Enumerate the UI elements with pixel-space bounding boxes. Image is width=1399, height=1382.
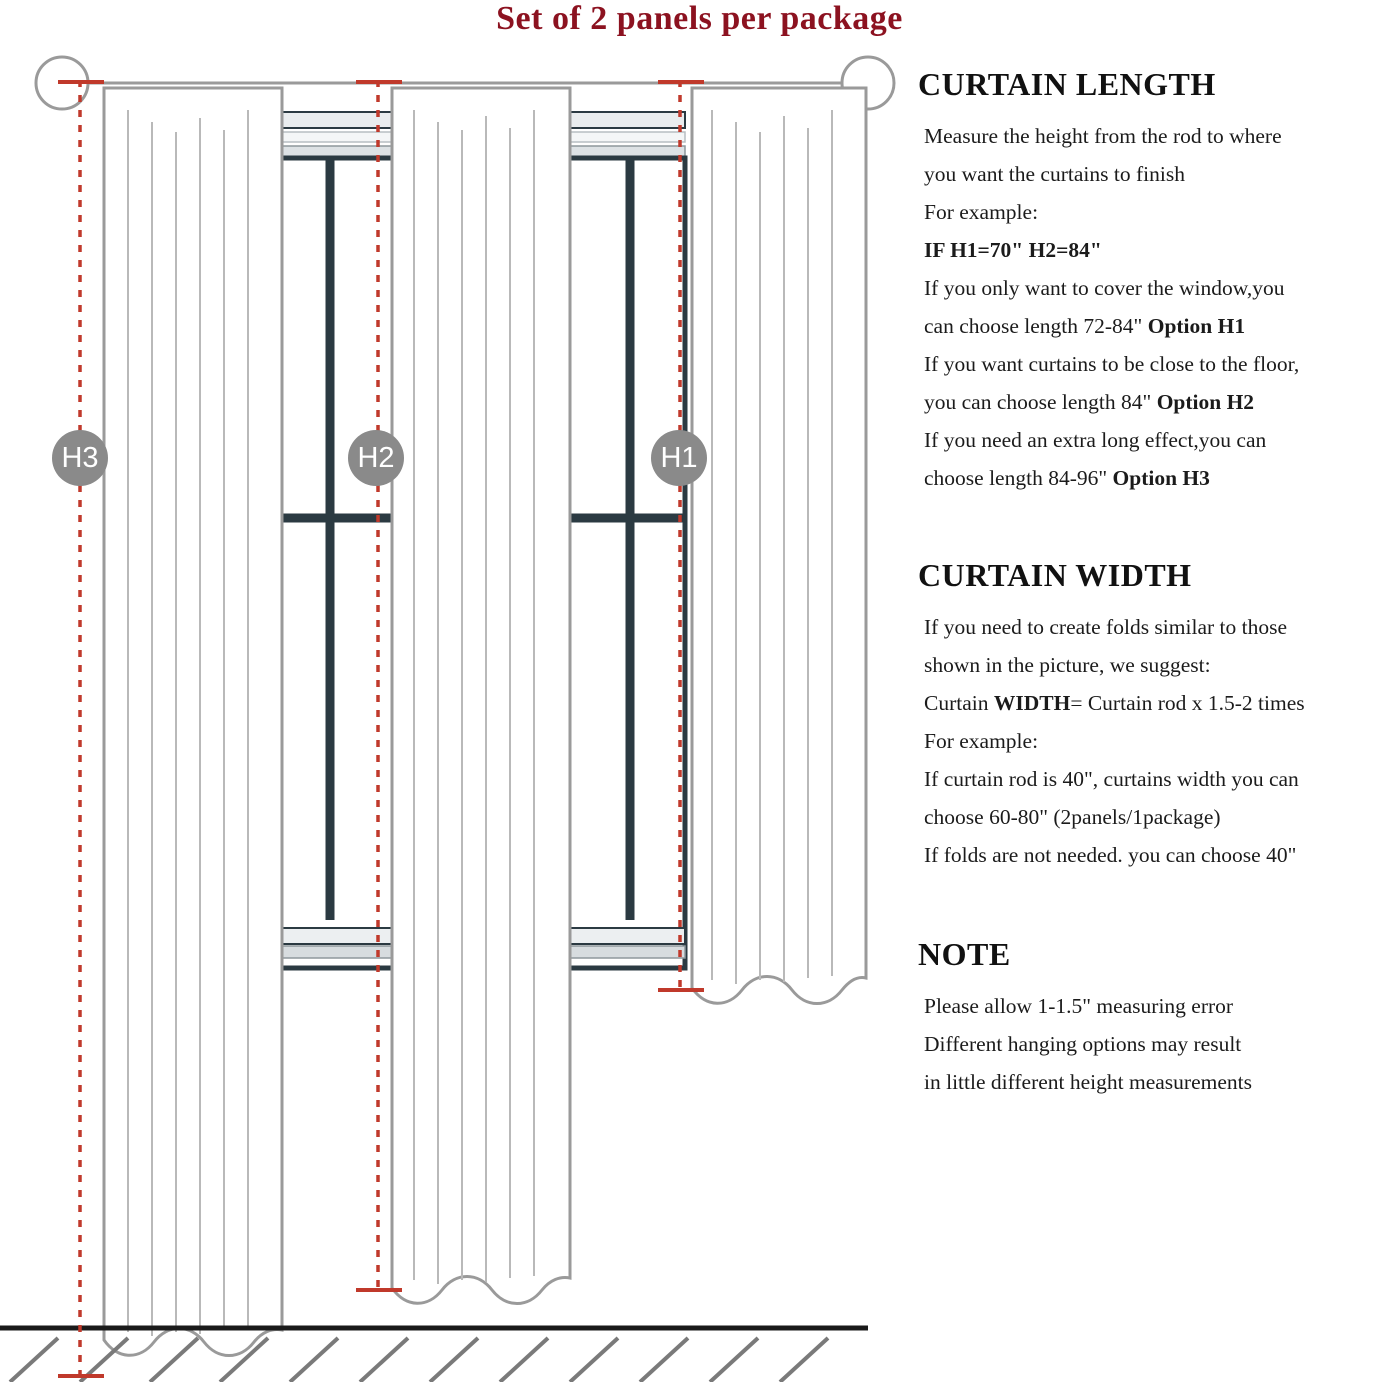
length-option-line-1	[924, 269, 1396, 307]
width-line-4	[924, 722, 1396, 760]
length-example-bold: IF H1=70" H2=84"	[924, 238, 1102, 262]
length-option-line-3	[924, 345, 1396, 383]
measure-line-h3	[58, 80, 104, 1378]
width-3-pre: Curtain	[924, 691, 994, 715]
width-5-pre: If curtain rod is 40", curtains width you can	[924, 767, 1299, 791]
length-option-line-4	[924, 383, 1396, 421]
section-heading-note: NOTE	[918, 936, 1011, 972]
section-body-curtain-width	[918, 608, 1396, 874]
note-line-2: Different hanging options may result	[924, 1032, 1242, 1056]
note-line-1: Please allow 1-1.5" measuring error	[924, 994, 1234, 1018]
length-option-line-2	[924, 307, 1396, 345]
width-line-3	[924, 684, 1396, 722]
curtain-panel-left	[104, 88, 282, 1356]
curtain-panel-right	[692, 88, 866, 1004]
width-line-7	[924, 836, 1396, 874]
measure-label-h3: H3	[52, 430, 108, 486]
width-line-5	[924, 760, 1396, 798]
measure-label-h2: H2	[348, 430, 404, 486]
length-option-3-pre: If you want curtains to be close to the floor,	[924, 352, 1300, 376]
curtain-diagram	[0, 40, 910, 1382]
length-option-5-pre: If you need an extra long effect,you can	[924, 428, 1267, 452]
curtain-panel-middle	[392, 88, 570, 1304]
width-4-pre: For example:	[924, 729, 1039, 753]
width-2-pre: shown in the picture, we suggest:	[924, 653, 1211, 677]
measure-label-h1: H1	[651, 430, 707, 486]
length-option-4-pre: you can choose length 84"	[924, 390, 1157, 414]
page-title: Set of 2 panels per package	[496, 0, 903, 37]
width-3-bold: WIDTH	[993, 691, 1071, 715]
width-line-2	[924, 646, 1396, 684]
length-option-line-5	[924, 421, 1396, 459]
length-line-3: For example:	[924, 200, 1039, 224]
section-heading-curtain-length: CURTAIN LENGTH	[918, 66, 1216, 102]
width-1-pre: If you need to create folds similar to those	[924, 615, 1288, 639]
length-option-6-pre: choose length 84-96"	[924, 466, 1113, 490]
length-option-1-pre: If you only want to cover the window,you	[924, 276, 1285, 300]
width-6-pre: choose 60-80" (2panels/1package)	[924, 805, 1221, 829]
length-option-2-bold: Option H1	[1147, 314, 1246, 338]
width-7-pre: If folds are not needed. you can choose 40"	[924, 843, 1297, 867]
length-option-6-bold: Option H3	[1112, 466, 1210, 490]
section-body-curtain-length	[918, 117, 1396, 497]
width-3-post: = Curtain rod x 1.5-2 times	[1070, 691, 1305, 715]
length-line-1: Measure the height from the rod to where	[924, 124, 1282, 148]
length-option-line-6	[924, 459, 1396, 497]
note-line-3: in little different height measurements	[924, 1070, 1252, 1094]
instructions-column	[918, 66, 1396, 1101]
length-option-2-pre: can choose length 72-84"	[924, 314, 1148, 338]
length-option-4-bold: Option H2	[1156, 390, 1255, 414]
section-body-note	[918, 987, 1396, 1101]
length-line-2: you want the curtains to finish	[924, 162, 1185, 186]
width-line-1	[924, 608, 1396, 646]
section-heading-curtain-width: CURTAIN WIDTH	[918, 557, 1192, 593]
width-line-6	[924, 798, 1396, 836]
